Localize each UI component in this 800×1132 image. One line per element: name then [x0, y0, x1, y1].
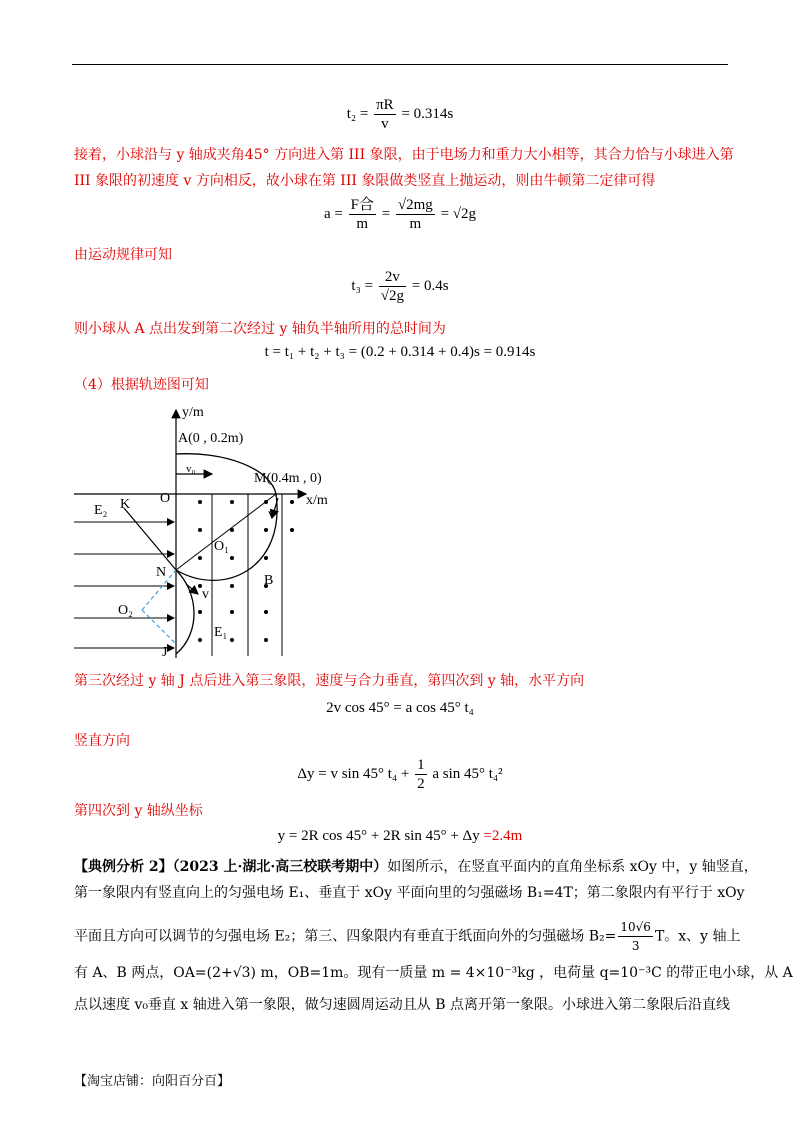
paragraph-5: 第三次经过 y 轴 J 点后进入第三象限，速度与合力垂直，第四次到 y 轴，水平方向: [74, 673, 585, 689]
v0-label: v₀: [186, 463, 196, 475]
point-m-label: M(0.4m , 0): [254, 471, 322, 486]
equation-a: a = $\frac{\text{F合}}{m}$ = $\frac{√2mg}{m}$ = √2g: [323, 197, 477, 232]
equation-y: y = 2R cos 45° + 2R sin 45° + Δy =2.4m: [277, 828, 523, 844]
equation-horizontal: 2v cos 45° = a cos 45° t₄: [326, 700, 474, 716]
paragraph-2: 由运动规律可知: [74, 247, 172, 263]
example-line-4: 有 A、B 两点，OA=(2+√3) m，OB=1m。现有一质量 m = 4×10⁻³kg ，电荷量 q=10⁻³C 的带正电小球，从 A: [74, 965, 793, 981]
paragraph-1-line-1: 接着，小球沿与 y 轴成夹角45° 方向进入第 III 象限，由于电场力和重力大小相等，其合力恰与小球进入第: [74, 147, 734, 163]
e2-label: E₂: [94, 503, 108, 518]
b-label: B: [264, 573, 274, 588]
header-rule: [72, 64, 728, 65]
velocity-label-m: v: [268, 507, 275, 522]
x-axis-label: x/m: [306, 493, 328, 508]
y-axis-label: y/m: [182, 405, 204, 420]
point-k-label: K: [120, 497, 131, 512]
paragraph-3: 则小球从 A 点出发到第二次经过 y 轴负半轴所用的总时间为: [74, 321, 446, 337]
example-line-1: 【典例分析 2】（2023 上·湖北·高三校联考期中）如图所示，在竖直平面内的直角坐标系 xOy 中，y 轴竖直，: [74, 859, 758, 875]
trajectory-diagram: [74, 398, 374, 660]
o1-label: O₁: [214, 539, 229, 554]
equation-vertical: Δy = v sin 45° t₄ + $\frac{1}{2}$ a sin 45° t₄²: [297, 757, 503, 792]
point-n-label: N: [156, 565, 167, 580]
line-k-n: [124, 508, 176, 570]
paragraph-6: 竖直方向: [74, 733, 130, 749]
e2-field-arrows: [74, 522, 174, 648]
o2-label: O₂: [118, 603, 133, 618]
equation-t2: t₂ = $\frac{\pi R}{v}$ = 0.314s: [346, 97, 454, 132]
example-line-3: 平面且方向可以调节的匀强电场 E₂；第三、四象限内有垂直于纸面向外的匀强磁场 B₂= $\frac{10√6}{3}$ T。x、y 轴上: [74, 920, 741, 953]
paragraph-7: 第四次到 y 轴纵坐标: [74, 803, 203, 819]
example-heading: 【典例分析 2】（2023 上·湖北·高三校联考期中）: [74, 859, 388, 875]
equation-t3: t₃ = $\frac{2v}{√2g}$ = 0.4s: [351, 269, 449, 304]
paragraph-1-line-2: III 象限的初速度 v 方向相反，故小球在第 III 象限做类竖直上抛运动，则由牛顿第二定律可得: [74, 173, 656, 189]
e1-label: E₁: [214, 625, 228, 640]
equation-total-time: t = t₁ + t₂ + t₃ = (0.2 + 0.314 + 0.4)s = 0.914s: [264, 344, 536, 360]
footer-shop-label: 【淘宝店铺：向阳百分百】: [74, 1074, 231, 1089]
trajectory-arc-nj: [176, 570, 194, 654]
paragraph-4: （4）根据轨迹图可知: [74, 377, 209, 393]
example-line-2: 第一象限内有竖直向上的匀强电场 E₁、垂直于 xOy 平面向里的匀强磁场 B₁=4T；第二象限内有平行于 xOy: [74, 885, 745, 901]
velocity-label-n: v: [202, 587, 209, 602]
v-arrow-n: [186, 584, 198, 594]
trajectory-arc-mn: [176, 494, 277, 580]
example-line-5: 点以速度 v₀垂直 x 轴进入第一象限，做匀速圆周运动且从 B 点离开第一象限。小球进入第二象限后沿直线: [74, 997, 730, 1013]
point-j-label: J: [162, 645, 168, 660]
o2-radius-lower: [142, 610, 176, 644]
answer-value: =2.4m: [483, 828, 523, 844]
origin-label: O: [160, 491, 171, 506]
point-a-label: A(0 , 0.2m): [178, 431, 244, 446]
